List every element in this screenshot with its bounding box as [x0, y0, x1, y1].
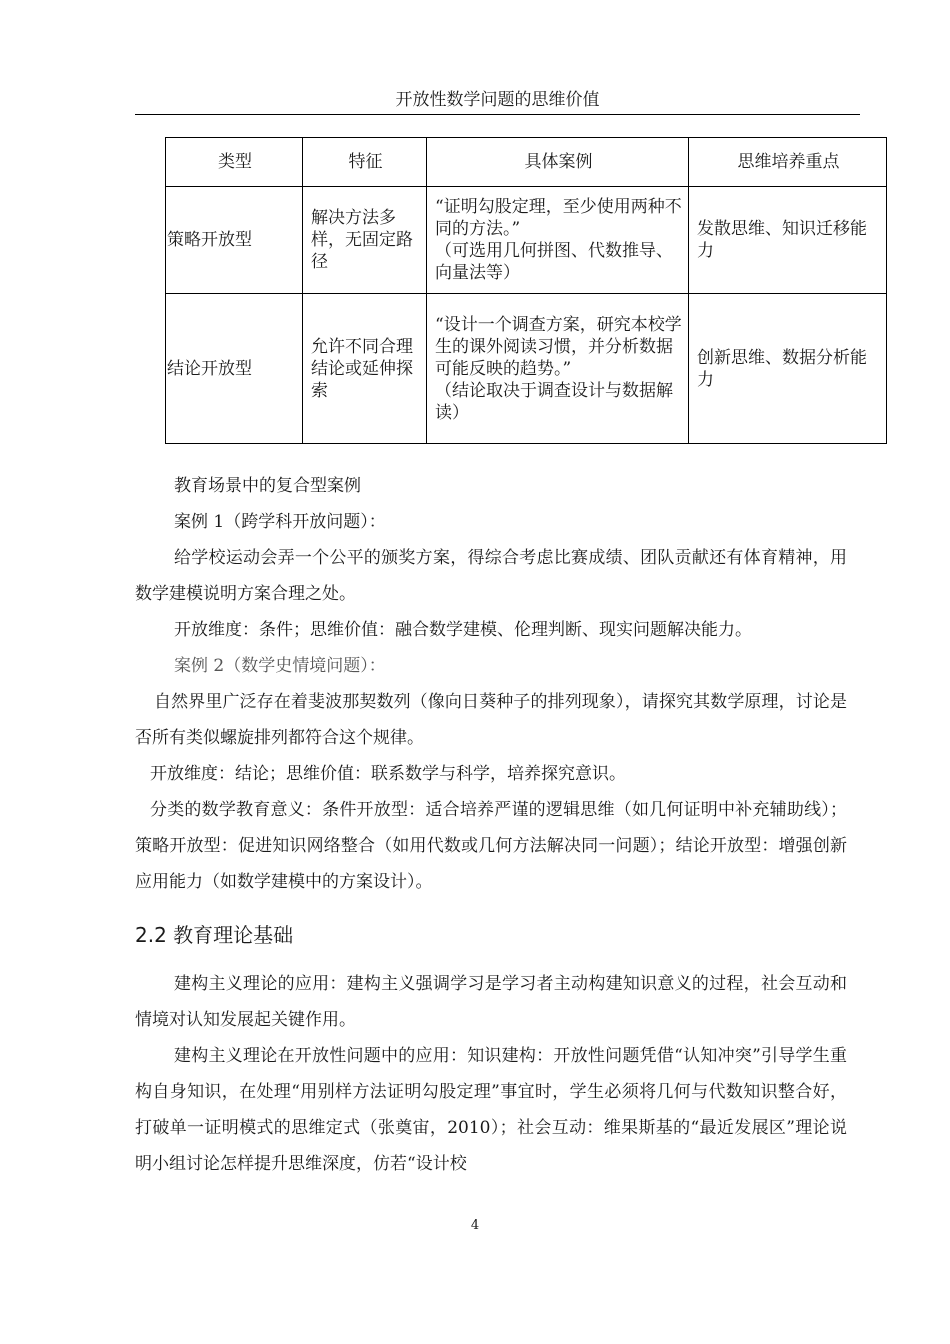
table-cell-focus: 发散思维、知识迁移能力 — [689, 187, 887, 294]
header-rule — [135, 114, 860, 115]
paragraph-constructivism-application: 建构主义理论在开放性问题中的应用：知识建构：开放性问题凭借“认知冲突”引导学生重构自身知识，在处理“用别样方法证明勾股定理”事宜时，学生必须将几何与代数知识整合好，打破单一证明模式的思维定式（张奠宙，2010）；社会互动：维果斯基的“最近发展区”理论说明小组讨论怎样提升思维深度，仿若“设计校 — [135, 1046, 847, 1174]
paragraph-constructivism: 建构主义理论的应用：建构主义强调学习是学习者主动构建知识意义的过程，社会互动和情境对认知发展起关键作用。 — [135, 974, 847, 1030]
paragraph-case1-title: 案例 1（跨学科开放问题）： — [174, 512, 386, 532]
case-note: （结论取决于调查设计与数据解读） — [435, 380, 673, 423]
table-row — [166, 294, 887, 444]
table-cell-type: 策略开放型 — [166, 187, 303, 294]
body-section-1 — [135, 468, 847, 900]
table-cell-case — [427, 187, 689, 294]
classification-table — [165, 137, 887, 444]
paragraph-educational-significance: 分类的数学教育意义：条件开放型：适合培养严谨的逻辑思维（如几何证明中补充辅助线）；策略开放型：促进知识网络整合（如用代数或几何方法解决同一问题）；结论开放型：增强创新应用能力（如数学建模中的方案设计）。 — [135, 800, 847, 892]
table-header-cell: 思维培养重点 — [689, 138, 887, 187]
table-row — [166, 187, 887, 294]
table-header-cell: 类型 — [166, 138, 303, 187]
page-header-title: 开放性数学问题的思维价值 — [395, 90, 600, 110]
table-cell-type: 结论开放型 — [166, 294, 303, 444]
case-quote: “证明勾股定理，至少使用两种不同的方法。” — [435, 197, 682, 239]
case-quote: “设计一个调查方案，研究本校学生的课外阅读习惯，并分析数据可能反映的趋势。” — [435, 314, 682, 379]
case-note: （可选用几何拼图、代数推导、向量法等） — [435, 241, 673, 283]
paragraph-composite-cases: 教育场景中的复合型案例 — [174, 476, 361, 496]
table-cell-case — [427, 294, 689, 444]
table-header-row — [166, 138, 887, 187]
page-number: 4 — [470, 1218, 480, 1233]
paragraph-case2-body: 自然界里广泛存在着斐波那契数列（像向日葵种子的排列现象），请探究其数学原理，讨论是否所有类似螺旋排列都符合这个规律。 — [135, 692, 847, 748]
table-cell-feature: 允许不同合理结论或延伸探索 — [303, 294, 427, 444]
paragraph-case2-dimension: 开放维度：结论；思维价值：联系数学与科学，培养探究意识。 — [150, 764, 626, 784]
paragraph-case2-title: 案例 2（数学史情境问题）： — [174, 656, 386, 676]
paragraph-case1-dimension: 开放维度：条件；思维价值：融合数学建模、伦理判断、现实问题解决能力。 — [174, 620, 752, 640]
paragraph-case1-body: 给学校运动会弄一个公平的颁奖方案，得综合考虑比赛成绩、团队贡献还有体育精神，用数学建模说明方案合理之处。 — [135, 548, 847, 604]
table-header-cell: 具体案例 — [427, 138, 689, 187]
table-cell-feature: 解决方法多样，无固定路径 — [303, 187, 427, 294]
table-header-cell: 特征 — [303, 138, 427, 187]
section-heading: 2.2 教育理论基础 — [135, 923, 294, 947]
body-section-2 — [135, 966, 847, 1182]
table-cell-focus: 创新思维、数据分析能力 — [689, 294, 887, 444]
